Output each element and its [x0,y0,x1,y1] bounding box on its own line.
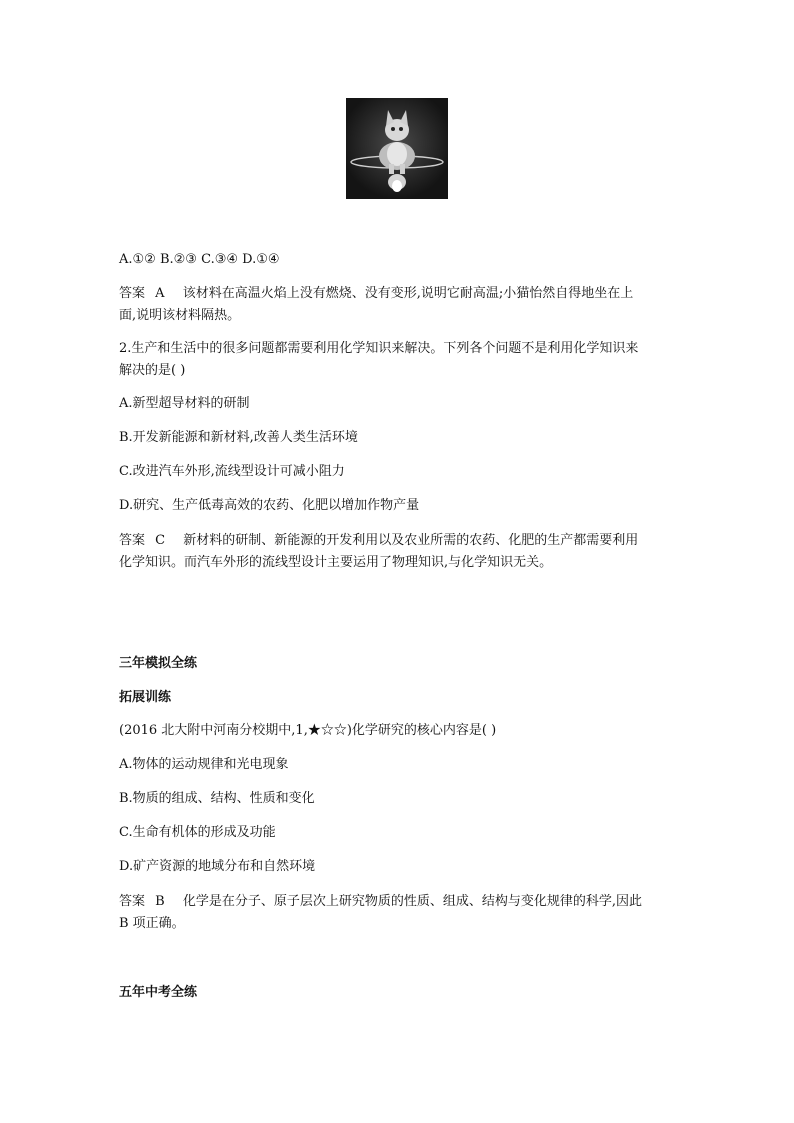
q1-answer-key: A [155,286,165,301]
q2-option-c: C.改进汽车外形,流线型设计可减小阻力 [119,464,345,479]
q3-stem: (2016 北大附中河南分校期中,1,★☆☆)化学研究的核心内容是( ) [119,723,497,738]
q1-explanation-line1: 该材料在高温火焰上没有燃烧、没有变形,说明它耐高温;小猫怡然自得地坐在上 [182,286,634,301]
q3-explanation-line1: 化学是在分子、原子层次上研究物质的性质、组成、结构与变化规律的科学,因此 [182,894,642,909]
q2-option-a: A.新型超导材料的研制 [119,396,250,411]
q3-option-d: D.矿产资源的地域分布和自然环境 [119,859,316,874]
q1-answer-label: 答案 [119,286,146,301]
q2-answer-key: C [155,533,166,548]
q2-answer-label: 答案 [119,533,146,548]
q3-answer-key: B [155,894,165,909]
cat-photo-graphic [346,98,448,199]
q3-answer-label: 答案 [119,894,146,909]
q3-option-a: A.物体的运动规律和光电现象 [119,757,289,772]
q2-option-b: B.开发新能源和新材料,改善人类生活环境 [119,430,358,445]
q1-answer [119,284,633,303]
q2-stem-line2: 解决的是( ) [119,363,186,378]
q3-option-b: B.物质的组成、结构、性质和变化 [119,791,315,806]
subsection-heading-extension: 拓展训练 [119,690,172,705]
q2-explanation-line2: 化学知识。而汽车外形的流线型设计主要运用了物理知识,与化学知识无关。 [119,555,553,570]
q3-option-c: C.生命有机体的形成及功能 [119,825,276,840]
q1-options: A.①② B.②③ C.③④ D.①④ [119,252,280,267]
q1-explanation-line2: 面,说明该材料隔热。 [119,308,241,323]
cat-on-flame-photo [346,98,448,199]
q3-explanation-line2: B 项正确。 [119,916,185,931]
q2-answer [119,531,638,550]
section-heading-three-year: 三年模拟全练 [119,656,198,671]
q3-answer [119,892,642,911]
q2-stem-line1: 2.生产和生活中的很多问题都需要利用化学知识来解决。下列各个问题不是利用化学知识来 [119,341,639,356]
section-heading-five-year: 五年中考全练 [119,985,198,1000]
q2-option-d: D.研究、生产低毒高效的农药、化肥以增加作物产量 [119,498,420,513]
q2-explanation-line1: 新材料的研制、新能源的开发利用以及农业所需的农药、化肥的生产都需要利用 [183,533,639,548]
